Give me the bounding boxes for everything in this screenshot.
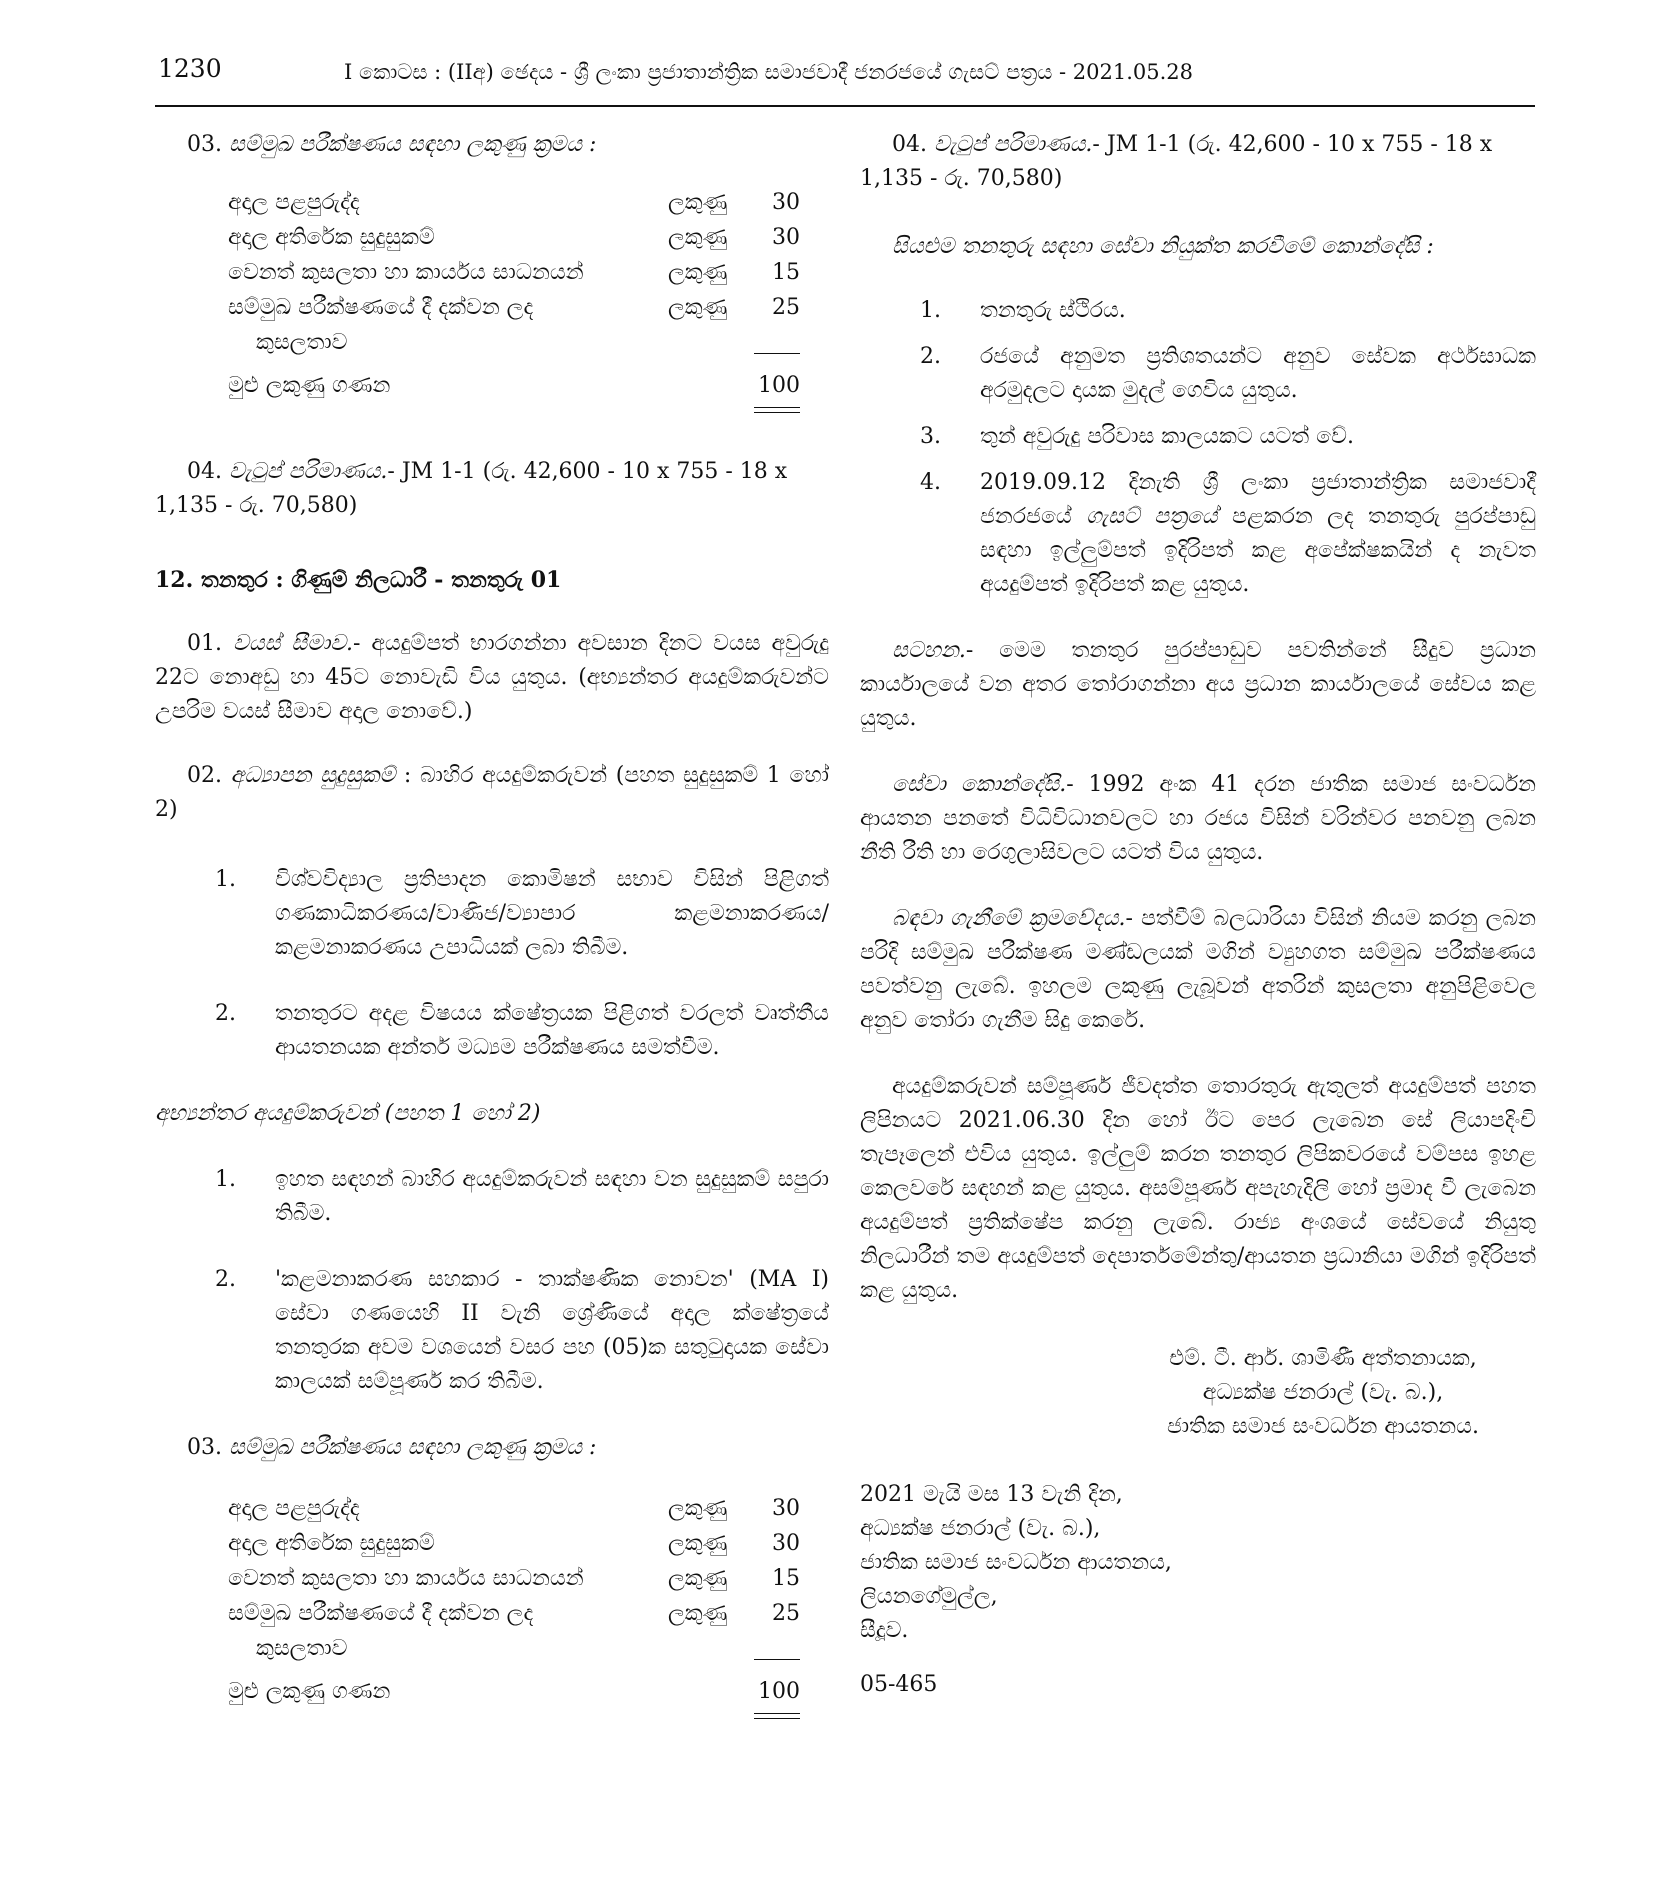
total-double-rule [228, 403, 800, 425]
signatory-institution: ජාතික සමාජ සංවර්ධන ආයතනය. [1167, 1414, 1479, 1439]
service-conditions-paragraph: සේවා කොන්දේසි.- 1992 අංක 41 දරන ජාතික සමාජ සංවර්ධන ආයතන පනතේ විධිවිධානවලට හා රජය විසින් වරින්වර පනවනු ලබන නීති රීති හා රෙගුලාසිවලට යටත් විය යුතුය. [860, 772, 1537, 865]
signature-block [1110, 1342, 1536, 1444]
marks-row: සම්මුඛ පරීක්ෂණයේ දී දක්වන ලද ලකුණු 25 [228, 295, 800, 320]
subtotal-rule [228, 344, 800, 368]
external-qualification-item: 1. විශ්වවිද්‍යාල ප්‍රතිපාදන කොමිෂන් සභාව විසින් පිළිගත් ගණකාධිකරණය/වාණිජ/ව්‍යාපාර කළමනාකරණය/ කළමනාකරණය උපාධියක් ලබා තිබීම. [215, 867, 829, 960]
internal-qualification-item: 2. 'කළමනාකරණ සහකාර - තාක්ෂණික නොවන' (MA I) සේවා ගණයෙහි II වැනි ශ්‍රේණියේ අදාල ක්ෂේත්‍රයේ තනතුරක අවම වශයෙන් වසර පහ (05)ක සතුටුදායක සේවා කාලයක් සම්පූර්ණ කර තිබීම. [215, 1267, 829, 1394]
application-instructions: අයදුම්කරුවන් සම්පූර්ණ ජීවදත්ත තොරතුරු ඇතුලත් අයදුම්පත් පහත ලිපිනයට 2021.06.30 දින හෝ ඊට පෙර ලැබෙන සේ ලියාපදිංචි තැපෑලෙන් එවිය යුතුය. ඉල්ලුම් කරන තනතුර ලිපිකවරයේ වම්පස ඉහළ කෙලවරේ සඳහන් කළ යුතුය. අසම්පූර්ණ අපැහැදිලි හෝ ප්‍රමාද වී ලැබෙන අයදුම්පත් ප්‍රතික්ෂේප කරනු ලැබේ. රාජ්‍ය අංශයේ සේවයේ නියුතු නිලධාරීන් තම අයදුම්පත් දෙපාර්තමේන්තු/ආයතන ප්‍රධානියා මගින් ඉදිරිපත් කළ යුතුය. [860, 1074, 1536, 1303]
condition-item: 1. තනතුරු ස්ථිරය. [920, 298, 1126, 323]
marks-total-row: මුළු ලකුණු ගණන 100 [228, 1679, 800, 1704]
page-number: 1230 [158, 54, 222, 83]
conditions-heading: සියළුම තනතුරු සඳහා සේවා නියුක්ත කරවීමේ කොන්දේසි : [892, 234, 1434, 259]
right-column [860, 128, 1536, 1702]
address-line: අධ්‍යක්ෂ ජනරාල් (වැ. බ.), [860, 1516, 1101, 1541]
reference-number: 05-465 [860, 1672, 938, 1697]
external-qualification-item: 2. තනතුරට අදළ විෂයය ක්ෂේත්‍රයක පිළිගත් වරලත් වෘත්තීය ආයතනයක අන්තර් මධ්‍යම පරීක්ෂණය සමත්වීම. [215, 1001, 829, 1060]
address-line: 2021 මැයි මස 13 වැනි දින, [860, 1482, 1123, 1507]
signatory-name: එම්. ටී. ආර්. ශාමිණී අත්තනායක, [1169, 1346, 1477, 1371]
recruitment-method-paragraph: බඳවා ගැනීමේ ක්‍රමවේදය.- පත්වීම් බලධාරියා විසින් නියම කරනු ලබන පරිදි සම්මුඛ පරීක්ෂණ මණ්ඩලයක් මගින් ව්‍යුහගත සම්මුඛ පරීක්ෂණය පවත්වනු ලැබේ. ඉහලම ලකුණු ලැබූවන් අතරින් කුසලතා අනුපිළිවෙල අනුව තෝරා ගැනීම සිදු කෙරේ. [860, 906, 1536, 1033]
salary-scale: 04. වැටුප් පරිමාණය.- JM 1-1 (රු. 42,600 - 10 x 755 - 18 x 1,135 - රු. 70,580) [155, 459, 788, 518]
signatory-title: අධ්‍යක්ෂ ජනරාල් (වැ. බ.), [1202, 1380, 1444, 1405]
marks-total-row: මුළු ලකුණු ගණන 100 [228, 373, 800, 398]
marks-table [228, 1491, 800, 1731]
marks-heading: 03. සම්මුඛ පරීක්ෂණය සඳහා ලකුණු ක්‍රමය : [187, 1435, 597, 1460]
condition-item: 3. තුන් අවුරුදු පරිවාස කාලයකට යටත් වේ. [920, 424, 1354, 449]
note-paragraph: සටහන.- මෙම තනතුර පුරප්පාඩුව පවතින්නේ සීදුව ප්‍රධාන කාර්යාලයේ වන අතර තෝරාගන්නා අය ප්‍රධාන කාර්යාලයේ සේවය කළ යුතුය. [860, 638, 1536, 731]
address-line: සීදූව. [860, 1618, 909, 1643]
internal-qualification-item: 1. ඉහත සඳහන් බාහිර අයදුම්කරුවන් සඳහා වන සුදුසුකම් සපුරා තිබීම. [215, 1167, 829, 1226]
address-block [860, 1478, 1536, 1648]
post-heading: 12. තනතුර : ගිණුම් නිලධාරී - තනතුරු 01 [155, 567, 562, 593]
header-rule [155, 105, 1535, 107]
education-qualifications: 02. අධ්‍යාපන සුදුසුකම් : බාහිර අයදුම්කරුවන් (පහත සුදුසුකම් 1 හෝ 2) [155, 763, 829, 822]
marks-row: අදාල අතිරේක සුදුසුකම් ලකුණු 30 [228, 1531, 800, 1556]
marks-row: සම්මුඛ පරීක්ෂණයේ දී දක්වන ලද ලකුණු 25 [228, 1601, 800, 1626]
marks-row: අදාල පළපුරුද්ද ලකුණු 30 [228, 1496, 800, 1521]
address-line: ලියනගේමුල්ල, [860, 1584, 998, 1609]
age-limit: 01. වයස් සීමාව.- අයදුම්පත් භාරගන්නා අවසාන දිනට වයස අවුරුදු 22ට නොඅඩු හා 45ට නොවැඩි විය යුතුය. (අභ්‍යන්තර අයදුම්කරුවන්ට උපරිම වයස් සීමාව අදාල නොවේ.) [155, 631, 829, 724]
total-double-rule [228, 1709, 800, 1731]
address-line: ජාතික සමාජ සංවර්ධන ආයතනය, [860, 1550, 1172, 1575]
marks-row: වෙනත් කුසලතා හා කාර්යය සාධනයන් ලකුණු 15 [228, 260, 800, 285]
gazette-header-title: I කොටස : (IIඅ) ඡෙදය - ශ්‍රී ලංකා ප්‍රජාතාන්ත්‍රික සමාජවාදී ජනරජයේ ගැසට් පත්‍රය - 2021.05.28 [344, 60, 1194, 84]
condition-item: 2. රජයේ අනුමත ප්‍රතිශතයන්ට අනුව සේවක අර්ථසාධක අරමුදලට දායක මුදල් ගෙවිය යුතුය. [920, 344, 1536, 403]
marks-row: වෙනත් කුසලතා හා කාර්යය සාධනයන් ලකුණු 15 [228, 1566, 800, 1591]
marks-row: අදාල පළපුරුද්ද ලකුණු 30 [228, 190, 800, 215]
salary-scale: 04. වැටුප් පරිමාණය.- JM 1-1 (රු. 42,600 - 10 x 755 - 18 x 1,135 - රු. 70,580) [860, 132, 1493, 191]
marks-heading: 03. සම්මුඛ පරීක්ෂණය සඳහා ලකුණු ක්‍රමය : [187, 132, 597, 157]
marks-row-continued: කුසලතාව [256, 1636, 348, 1661]
subtotal-rule [228, 1650, 800, 1674]
left-column [155, 128, 829, 1731]
condition-item: 4. 2019.09.12 දිනැති ශ්‍රී ලංකා ප්‍රජාතාන්ත්‍රික සමාජවාදී ජනරජයේ ගැසට් පත්‍රයේ පළකරන ලද තනතුරු පුරප්පාඩු සඳහා ඉල්ලුම්පත් ඉදිරිපත් කළ අපේක්ෂකයින් ද නැවත අයදුම්පත් ඉදිරිපත් කළ යුතුය. [920, 470, 1537, 597]
marks-row-continued: කුසලතාව [256, 330, 348, 355]
marks-row: අදාල අතිරේක සුදුසුකම් ලකුණු 30 [228, 225, 800, 250]
internal-applicants-heading: අභ්‍යන්තර අයදුම්කරුවන් (පහත 1 හෝ 2) [155, 1101, 541, 1126]
marks-table [228, 185, 800, 425]
